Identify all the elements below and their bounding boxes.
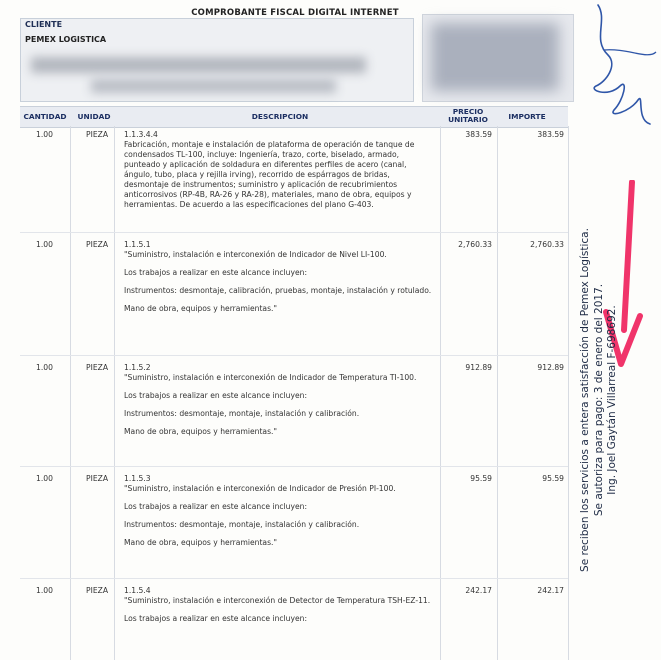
cell-descripcion bbox=[124, 474, 434, 556]
cell-cantidad: 1.00 bbox=[36, 130, 53, 139]
row-divider bbox=[20, 232, 568, 233]
cell-cantidad: 1.00 bbox=[36, 474, 53, 483]
cell-unidad: PIEZA bbox=[86, 130, 109, 139]
item-text: "Suministro, instalación e interconexión de Detector de Temperatura TSH-EZ-11. bbox=[124, 596, 431, 605]
cell-importe: 95.59 bbox=[542, 474, 564, 483]
column-header-unidad: UNIDAD bbox=[77, 112, 111, 121]
item-text: "Suministro, instalación e interconexión de Indicador de Temperatura TI-100. bbox=[124, 373, 417, 382]
redacted-fiscal-box bbox=[422, 14, 574, 102]
client-box bbox=[20, 18, 414, 102]
approval-note-line: Se reciben los servicios a entera satisfacción de Pemex Logística. bbox=[579, 228, 591, 572]
cell-descripcion bbox=[124, 586, 434, 632]
signature-scribble bbox=[578, 0, 660, 130]
item-text: Instrumentos: desmontaje, montaje, instalación y calibración. bbox=[124, 409, 360, 418]
redacted-address bbox=[31, 57, 366, 73]
column-divider bbox=[440, 126, 441, 660]
item-text: Fabricación, montaje e instalación de plataforma de operación de tanque de condensados TL-100, incluye: Ingeniería, trazo, corte, biselado, armado, punteado y aplicación de soldadura en diferentes perfiles de acero (canal, ángulo, tubo, placa y rejilla irving), recorrido de espárragos de bridas, desmontaje de instrumentos; suministro y aplicación de recubrimientos anticorrosivos (RP-4B, RA-26 y RA-28), materiales, mano de obra, equipos y herramientas. De acuerdo a las especificaciones del plano G-403. bbox=[124, 140, 415, 209]
item-text: Mano de obra, equipos y herramientas." bbox=[124, 304, 277, 313]
item-code: 1.1.5.2 bbox=[124, 363, 151, 372]
column-header-importe: IMPORTE bbox=[508, 112, 546, 121]
column-header-cantidad: CANTIDAD bbox=[23, 112, 67, 121]
item-text: Los trabajos a realizar en este alcance incluyen: bbox=[124, 391, 308, 400]
cell-precio: 95.59 bbox=[470, 474, 492, 483]
item-text: "Suministro, instalación e interconexión de Indicador de Nivel LI-100. bbox=[124, 250, 387, 259]
client-name: PEMEX LOGISTICA bbox=[25, 35, 107, 44]
table-header bbox=[20, 106, 568, 128]
item-text: "Suministro, instalación e interconexión de Indicador de Presión PI-100. bbox=[124, 484, 396, 493]
column-divider bbox=[114, 126, 115, 660]
cell-descripcion bbox=[124, 130, 434, 218]
item-text: Los trabajos a realizar en este alcance incluyen: bbox=[124, 614, 308, 623]
column-header-precio-unitario: PRECIO UNITARIO bbox=[448, 107, 488, 124]
cell-precio: 912.89 bbox=[465, 363, 492, 372]
cell-unidad: PIEZA bbox=[86, 363, 109, 372]
item-code: 1.1.3.4.4 bbox=[124, 130, 158, 139]
document-title: COMPROBANTE FISCAL DIGITAL INTERNET bbox=[191, 8, 399, 18]
row-divider bbox=[20, 466, 568, 467]
cell-descripcion bbox=[124, 363, 434, 445]
column-divider bbox=[497, 126, 498, 660]
cell-precio: 383.59 bbox=[465, 130, 492, 139]
cell-cantidad: 1.00 bbox=[36, 586, 53, 595]
cell-cantidad: 1.00 bbox=[36, 240, 53, 249]
cell-unidad: PIEZA bbox=[86, 240, 109, 249]
item-text: Los trabajos a realizar en este alcance incluyen: bbox=[124, 502, 308, 511]
item-code: 1.1.5.3 bbox=[124, 474, 151, 483]
item-text: Instrumentos: desmontaje, montaje, instalación y calibración. bbox=[124, 520, 360, 529]
cell-unidad: PIEZA bbox=[86, 474, 109, 483]
column-divider bbox=[568, 126, 569, 660]
approval-note-line: Se autoriza para pago: 3 de enero del 2017. bbox=[592, 283, 605, 517]
item-text: Los trabajos a realizar en este alcance incluyen: bbox=[124, 268, 308, 277]
item-text: Instrumentos: desmontaje, calibración, pruebas, montaje, instalación y rotulado. bbox=[124, 286, 432, 295]
cell-precio: 2,760.33 bbox=[458, 240, 492, 249]
redacted-address-line2 bbox=[91, 79, 336, 93]
cell-unidad: PIEZA bbox=[86, 586, 109, 595]
item-text: Mano de obra, equipos y herramientas." bbox=[124, 427, 277, 436]
row-divider bbox=[20, 578, 568, 579]
cell-precio: 242.17 bbox=[465, 586, 492, 595]
cell-cantidad: 1.00 bbox=[36, 363, 53, 372]
redacted-fiscal-data bbox=[431, 23, 559, 91]
client-label: CLIENTE bbox=[25, 20, 63, 29]
cell-importe: 383.59 bbox=[537, 130, 564, 139]
item-code: 1.1.5.4 bbox=[124, 586, 151, 595]
cell-descripcion bbox=[124, 240, 434, 322]
row-divider bbox=[20, 355, 568, 356]
column-divider bbox=[70, 126, 71, 660]
item-code: 1.1.5.1 bbox=[124, 240, 151, 249]
item-text: Mano de obra, equipos y herramientas." bbox=[124, 538, 277, 547]
cell-importe: 912.89 bbox=[537, 363, 564, 372]
column-header-descripcion: DESCRIPCION bbox=[251, 112, 309, 121]
approval-note-line: Ing. Joel Gaytán Villarreal F-698692. bbox=[606, 305, 618, 495]
cell-importe: 2,760.33 bbox=[530, 240, 564, 249]
cell-importe: 242.17 bbox=[537, 586, 564, 595]
